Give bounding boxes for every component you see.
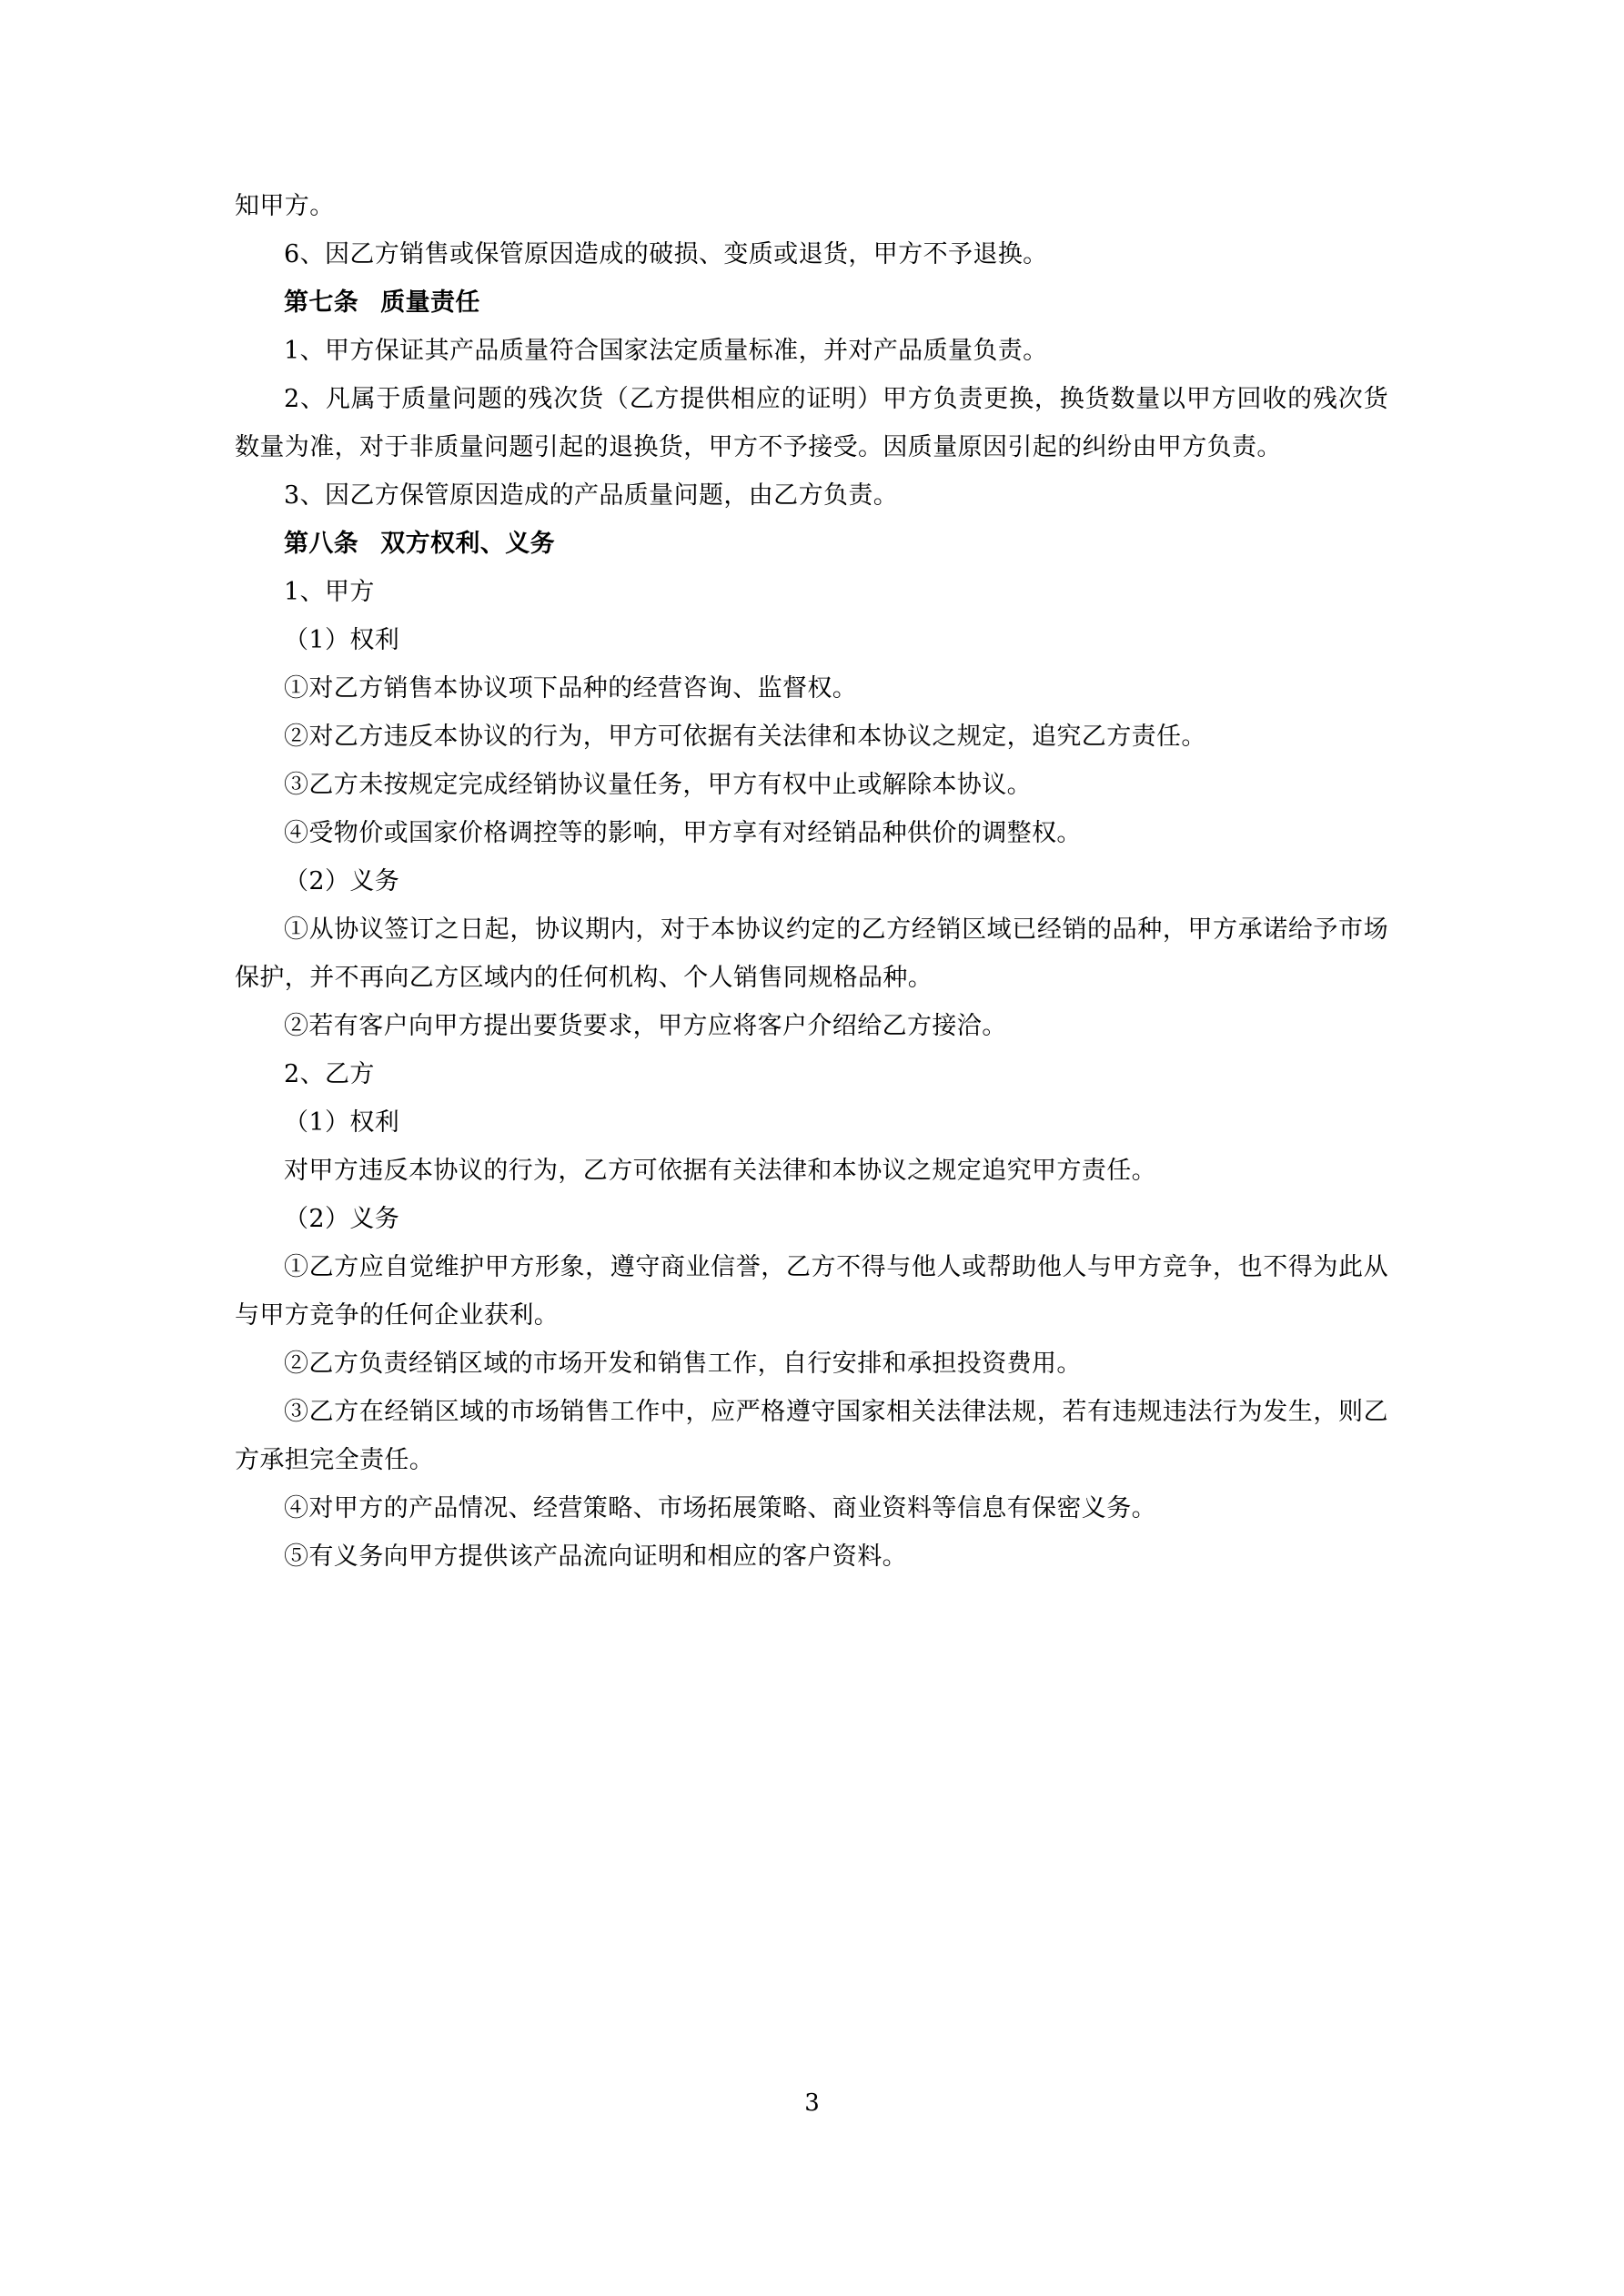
paragraph: ③乙方在经销区域的市场销售工作中，应严格遵守国家相关法律法规，若有违规违法行为发生，则乙方承担完全责任。 [235, 1398, 1388, 1474]
paragraph: 6、因乙方销售或保管原因造成的破损、变质或退货，甲方不予退换。 [284, 240, 1048, 268]
page-number: 3 [804, 2089, 820, 2117]
paragraph: （1）权利 [284, 1108, 400, 1137]
paragraph: 知甲方。 [235, 192, 335, 220]
paragraph: ①对乙方销售本协议项下品种的经营咨询、监督权。 [284, 674, 858, 703]
paragraph: （1）权利 [284, 626, 400, 654]
paragraph: 2、凡属于质量问题的残次货（乙方提供相应的证明）甲方负责更换，换货数量以甲方回收的残次货数量为准，对于非质量问题引起的退换货，甲方不予接受。因质量原因引起的纠纷由甲方负责。 [235, 385, 1388, 461]
paragraph: 1、甲方保证其产品质量符合国家法定质量标准，并对产品质量负责。 [284, 337, 1048, 365]
paragraph: 1、甲方 [284, 578, 375, 606]
section-heading-label: 第七条 [284, 288, 359, 317]
paragraph: ②对乙方违反本协议的行为，甲方可依据有关法律和本协议之规定，追究乙方责任。 [284, 723, 1206, 751]
paragraph: ①乙方应自觉维护甲方形象，遵守商业信誉，乙方不得与他人或帮助他人与甲方竞争，也不得为此从与甲方竞争的任何企业获利。 [235, 1253, 1388, 1330]
section-heading-text: 质量责任 [380, 288, 480, 317]
paragraph: ③乙方未按规定完成经销协议量任务，甲方有权中止或解除本协议。 [284, 771, 1032, 799]
paragraph: （2）义务 [284, 867, 400, 895]
section-heading [235, 520, 1388, 568]
paragraph: ④对甲方的产品情况、经营策略、市场拓展策略、商业资料等信息有保密义务。 [284, 1494, 1156, 1522]
paragraph: 2、乙方 [284, 1060, 375, 1088]
paragraph: ④受物价或国家价格调控等的影响，甲方享有对经销品种供价的调整权。 [284, 819, 1082, 847]
paragraph: （2）义务 [284, 1205, 400, 1233]
paragraph: ②若有客户向甲方提出要货要求，甲方应将客户介绍给乙方接洽。 [284, 1012, 1007, 1040]
paragraph: ⑤有义务向甲方提供该产品流向证明和相应的客户资料。 [284, 1542, 907, 1571]
section-heading-label: 第八条 [284, 530, 359, 558]
paragraph: 对甲方违反本协议的行为，乙方可依据有关法律和本协议之规定追究甲方责任。 [284, 1157, 1156, 1185]
paragraph: ①从协议签订之日起，协议期内，对于本协议约定的乙方经销区域已经销的品种，甲方承诺给予市场保护，并不再向乙方区域内的任何机构、个人销售同规格品种。 [235, 915, 1388, 992]
section-heading [235, 278, 1388, 327]
document-body [235, 182, 1388, 1581]
section-heading-text: 双方权利、义务 [380, 530, 556, 558]
paragraph: ②乙方负责经销区域的市场开发和销售工作，自行安排和承担投资费用。 [284, 1350, 1082, 1378]
paragraph: 3、因乙方保管原因造成的产品质量问题，由乙方负责。 [284, 481, 899, 510]
